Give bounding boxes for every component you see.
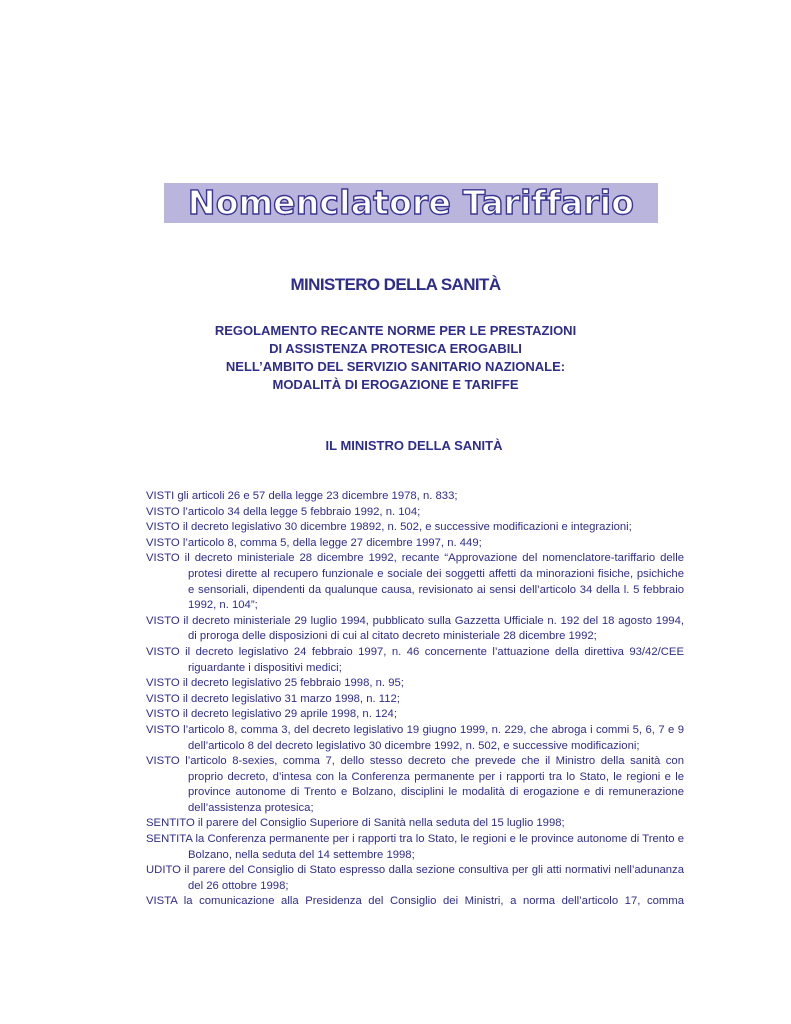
regulation-title	[0, 322, 791, 394]
preamble-paragraph: VISTO il decreto legislativo 25 febbraio 1998, n. 95;	[146, 677, 404, 690]
regulation-line: MODALITÀ DI EROGAZIONE E TARIFFE	[272, 377, 519, 392]
preamble-paragraph: VISTO l’articolo 8-sexies, comma 7, dello stesso decreto che prevede che il Ministro della sanità con proprio decreto, d’intesa con la Conferenza permanente per i rapporti tra lo Stato, le regioni e le province autonome di Trento e Bolzano, disciplini le modalità di erogazione e di remunerazione dell’assistenza protesica;	[146, 755, 684, 814]
preamble-list	[146, 489, 684, 910]
preamble-paragraph: VISTO l’articolo 34 della legge 5 febbraio 1992, n. 104;	[146, 505, 421, 518]
regulation-line: REGOLAMENTO RECANTE NORME PER LE PRESTAZIONI	[214, 323, 577, 338]
preamble-paragraph: VISTO il decreto ministeriale 29 luglio 1994, pubblicato sulla Gazzetta Ufficiale n. 192 del 18 agosto 1994, di proroga delle disposizioni di cui al citato decreto ministeriale 28 dicembre 1992;	[146, 614, 684, 643]
regulation-line: DI ASSISTENZA PROTESICA EROGABILI	[269, 341, 522, 356]
preamble-paragraph: VISTO il decreto ministeriale 28 dicembre 1992, recante “Approvazione del nomenclatore-tariffario delle protesi dirette al recupero funzionale e sociale dei soggetti affetti da minorazioni fisiche, psichiche e sensoriali, dipendenti da qualunque causa, revisionato ai sensi dell’articolo 34 della l. 5 febbraio 1992, n. 104”;	[146, 552, 684, 612]
preamble-paragraph: VISTO il decreto legislativo 24 febbraio 1997, n. 46 concernente l’attuazione della direttiva 93/42/CEE riguardante i dispositivi medici;	[146, 645, 684, 674]
preamble-paragraph: VISTA la comunicazione alla Presidenza del Consiglio dei Ministri, a norma dell’articolo 17, comma	[146, 895, 684, 908]
preamble-paragraph: VISTO l’articolo 8, comma 3, del decreto legislativo 19 giugno 1999, n. 229, che abroga i commi 5, 6, 7 e 9 dell’articolo 8 del decreto legislativo 30 dicembre 1992, n. 502, e successive modificazioni;	[146, 723, 684, 752]
document-title: Nomenclatore Tariffario	[164, 183, 658, 223]
preamble-paragraph: UDITO il parere del Consiglio di Stato espresso dalla sezione consultiva per gli atti normativi nell’adunanza del 26 ottobre 1998;	[146, 864, 684, 892]
preamble-paragraph: VISTO il decreto legislativo 31 marzo 1998, n. 112;	[146, 692, 400, 705]
preamble-paragraph: VISTO l’articolo 8, comma 5, della legge 27 dicembre 1997, n. 449;	[146, 536, 482, 549]
preamble-paragraph: VISTI gli articoli 26 e 57 della legge 23 dicembre 1978, n. 833;	[146, 490, 458, 502]
ministry-heading: MINISTERO DELLA SANITÀ	[290, 275, 501, 294]
preamble-paragraph: VISTO il decreto legislativo 30 dicembre 19892, n. 502, e successive modificazioni e integrazioni;	[146, 521, 632, 534]
preamble-paragraph: SENTITA la Conferenza permanente per i rapporti tra lo Stato, le regioni e le province autonome di Trento e Bolzano, nella seduta del 14 settembre 1998;	[146, 833, 684, 861]
preamble-paragraph: VISTO il decreto legislativo 29 aprile 1998, n. 124;	[146, 708, 397, 721]
regulation-line: NELL’AMBITO DEL SERVIZIO SANITARIO NAZIONALE:	[225, 359, 566, 374]
minister-heading: IL MINISTRO DELLA SANITÀ	[325, 438, 503, 453]
preamble-paragraph: SENTITO il parere del Consiglio Superiore di Sanità nella seduta del 15 luglio 1998;	[146, 817, 565, 830]
